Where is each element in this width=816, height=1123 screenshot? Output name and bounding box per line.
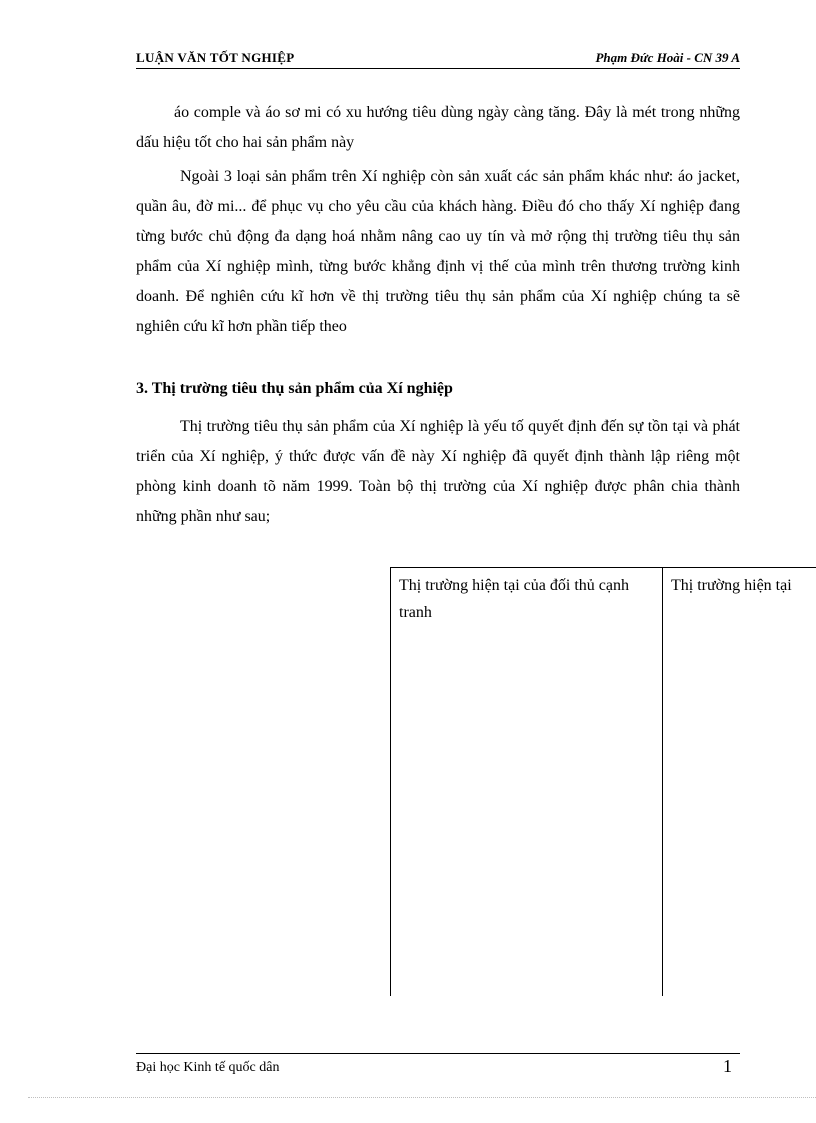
- header-author: Phạm Đức Hoài - CN 39 A: [595, 50, 740, 65]
- header-thesis-title: LUẬN VĂN TỐT NGHIỆP: [136, 50, 295, 65]
- diagram-cell-competitor-market: Thị trường hiện tại của đối thủ cạnh tranh: [399, 577, 629, 621]
- page-bottom-edge: [28, 1097, 816, 1098]
- body-paragraph-2: Ngoài 3 loại sản phẩm trên Xí nghiệp còn sản xuất các sản phẩm khác như: áo jacket, quần âu, đờ mi... để phục vụ cho yêu cầu của khách hàng. Điều đó cho thấy Xí nghiệp đang từng bước chủ động đa dạng hoá nhằm nâng cao uy tín và mở rộng thị trường tiêu thụ sản phẩm của Xí nghiệp mình, từng bước khẳng định vị thế của mình trên thương trường kinh doanh. Để nghiên cứu kĩ hơn về thị trường tiêu thụ sản phẩm của Xí nghiệp chúng ta sẽ nghiên cứu kĩ hơn phần tiếp theo: [136, 168, 740, 335]
- body-paragraph-3: Thị trường tiêu thụ sản phẩm của Xí nghiệp là yếu tố quyết định đến sự tồn tại và phát triển của Xí nghiệp, ý thức được vấn đề này Xí nghiệp đã quyết định thành lập riêng một phòng kinh doanh tõ năm 1999. Toàn bộ thị trường của Xí nghiệp được phân chia thành những phần như sau;: [136, 418, 740, 525]
- diagram-cell-current-market: Thị trường hiện tại: [671, 577, 792, 594]
- diagram-divider: [662, 567, 663, 996]
- page-header: [136, 50, 740, 69]
- footer-university: Đại học Kinh tế quốc dân: [136, 1060, 280, 1075]
- page-footer: [136, 1053, 740, 1080]
- diagram-left-border: [390, 567, 391, 996]
- section-heading: 3. Thị trường tiêu thụ sản phẩm của Xí nghiệp: [136, 380, 453, 397]
- diagram-top-border: [390, 567, 816, 568]
- page-number: 1: [723, 1056, 732, 1076]
- market-diagram: [390, 567, 816, 996]
- body-paragraph-1: áo comple và áo sơ mi có xu hướng tiêu dùng ngày càng tăng. Đây là mét trong những dấu hiệu tốt cho hai sản phẩm này: [136, 104, 740, 151]
